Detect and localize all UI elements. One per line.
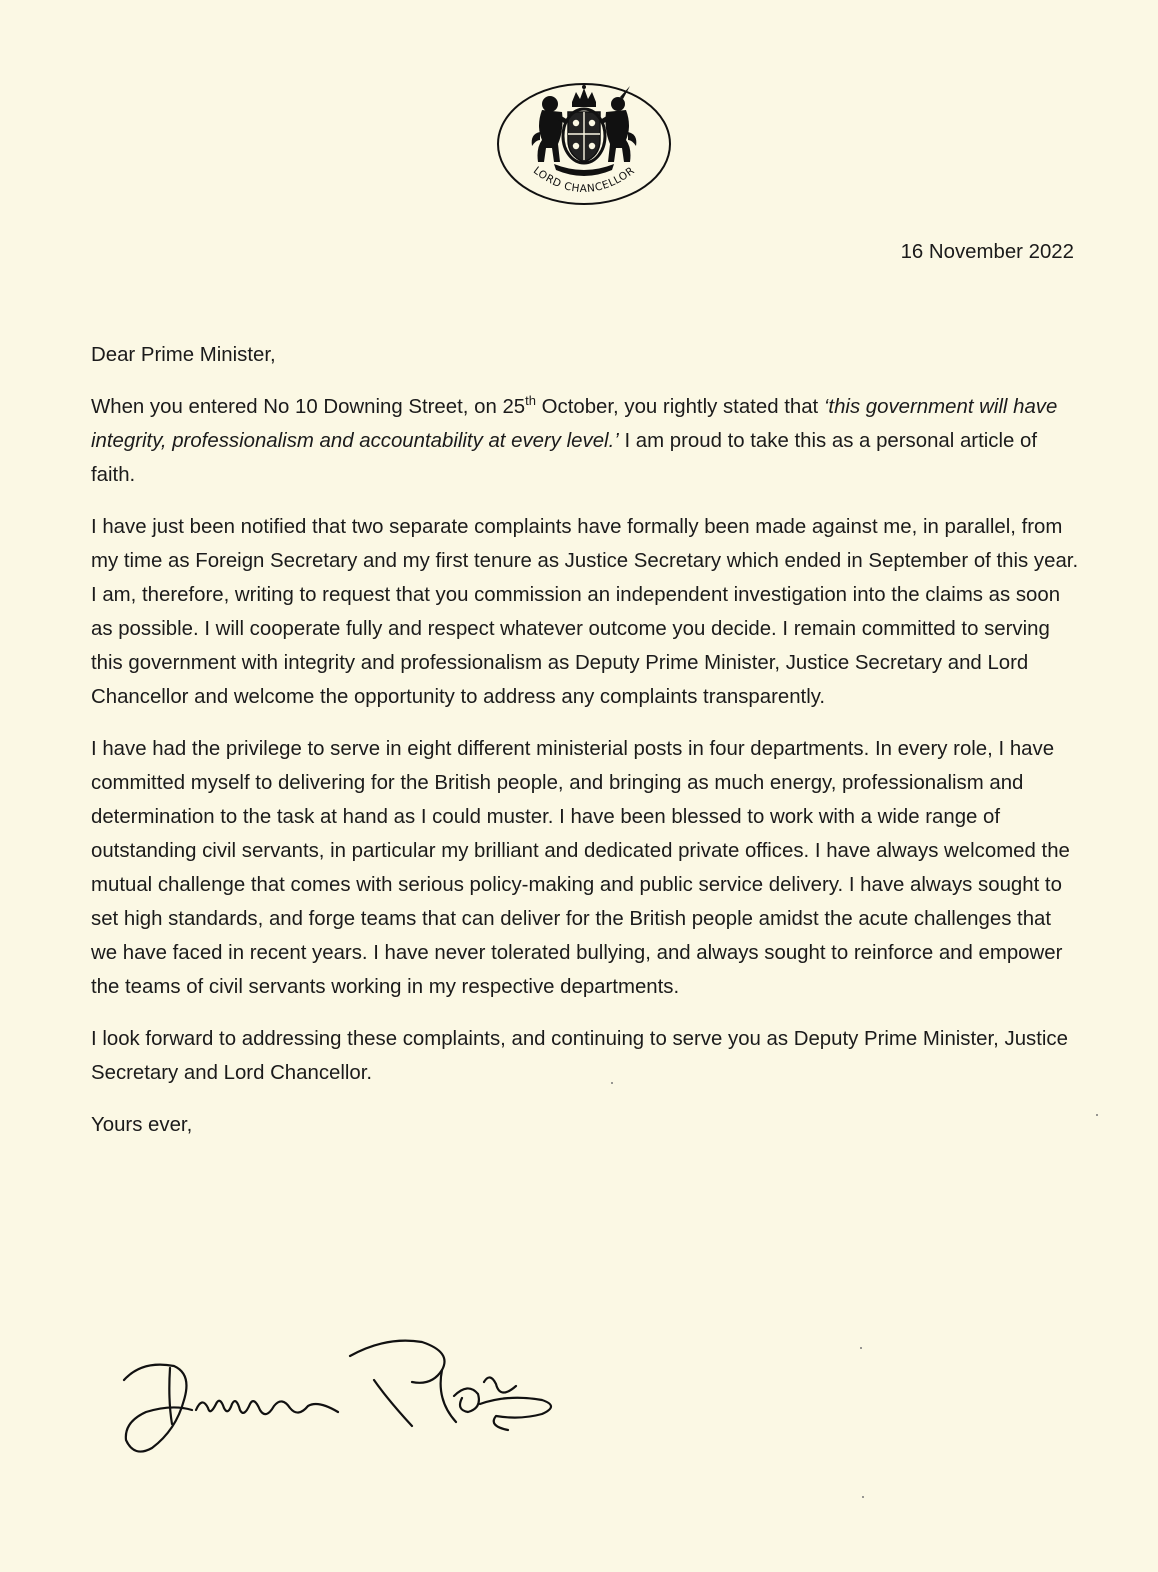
paragraph-2: I have just been notified that two separate complaints have formally been made against me, in parallel, from my time as Foreign Secretary and my first tenure as Justice Secretary which ended in September of this year. I am, therefore, writing to request that you commission an independent investigation into the claims as soon as possible. I will cooperate fully and respect whatever outcome you decide. I remain committed to serving this government with integrity and professionalism as Deputy Prime Minister, Justice Secretary and Lord Chancellor and welcome the opportunity to address any complaints transparently.: [91, 516, 1079, 708]
paper-speck: [611, 1082, 613, 1084]
salutation: Dear Prime Minister,: [91, 344, 276, 366]
ordinal-suffix: th: [525, 393, 536, 409]
paragraph-1-part-3: I am proud to take this as a personal article of faith.: [91, 430, 1038, 486]
paragraph-1-part-1: When you entered No 10 Downing Street, on 25: [91, 396, 526, 418]
letter-body: [91, 390, 1081, 1160]
paper-speck: [1096, 1114, 1098, 1116]
handwritten-signature-icon: [112, 1330, 582, 1470]
lord-chancellor-crest-icon: [496, 82, 672, 212]
svg-text:LORD CHANCELLOR: LORD CHANCELLOR: [530, 164, 638, 196]
paper-speck: [860, 1347, 862, 1349]
paragraph-1: [91, 390, 1081, 492]
letter-date: 16 November 2022: [900, 241, 1074, 263]
paragraph-3: I have had the privilege to serve in eight different ministerial posts in four departments. In every role, I have committed myself to delivering for the British people, and bringing as much energy, professionalism and determination to the task at hand as I could muster. I have been blessed to work with a wide range of outstanding civil servants, in particular my brilliant and dedicated private offices. I have always welcomed the mutual challenge that comes with serious policy-making and public service delivery. I have always sought to set high standards, and forge teams that can deliver for the British people amidst the acute challenges that we have faced in recent years. I have never tolerated bullying, and always sought to reinforce and empower the teams of civil servants working in my respective departments.: [91, 738, 1070, 998]
paragraph-1-part-2: October, you rightly stated that: [535, 396, 824, 418]
paper-speck: [862, 1496, 864, 1498]
paragraph-4: I look forward to addressing these complaints, and continuing to serve you as Deputy Prime Minister, Justice Secretary and Lord Chancellor.: [91, 1028, 1068, 1084]
closing: Yours ever,: [91, 1114, 193, 1136]
quoted-statement: ‘this government will have integrity, professionalism and accountability at every level.’: [91, 396, 1058, 452]
